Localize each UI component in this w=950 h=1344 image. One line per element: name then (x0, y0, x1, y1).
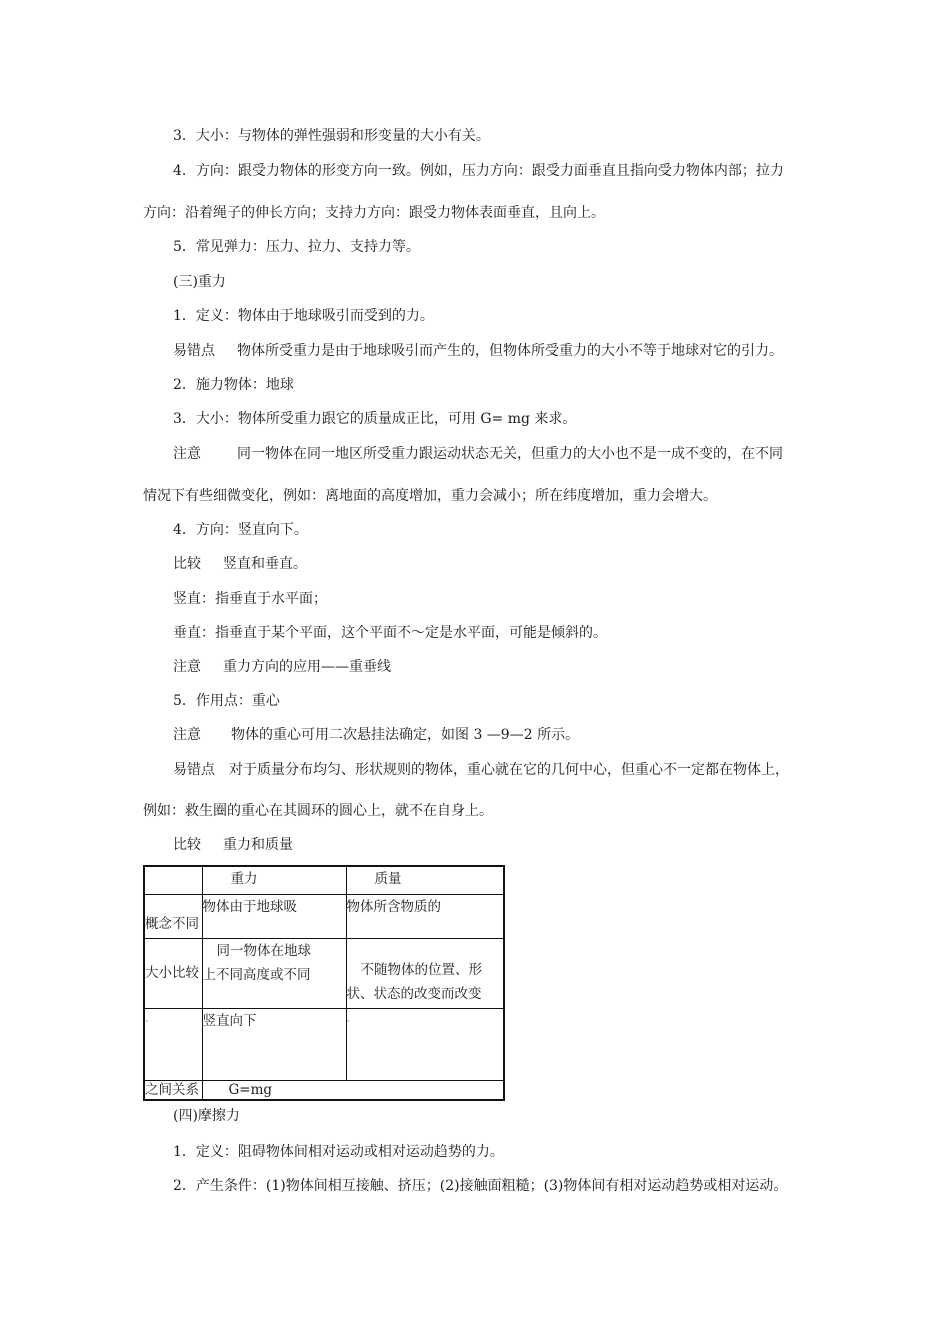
cell-gravity: 竖直向下 (202, 1008, 346, 1080)
note-text: 竖直和垂直。 (223, 556, 307, 572)
text-line: 5．常见弹力：压力、拉力、支持力等。 (173, 239, 420, 255)
note-text: 对于质量分布均匀、形状规则的物体，重心就在它的几何中心，但重心不一定都在物体上， (229, 762, 789, 778)
text-line (173, 761, 789, 779)
text-line (173, 836, 293, 854)
note-tag: 注意 (173, 659, 201, 675)
text-line: 2．施力物体：地球 (173, 377, 294, 393)
note-text: 同一物体在同一地区所受重力跟运动状态无关，但重力的大小也不是一成不变的，在不同 (237, 446, 783, 462)
note-tag: 比较 (173, 556, 201, 572)
text-line (173, 342, 783, 360)
table-header-row (144, 866, 504, 894)
table-row (144, 1080, 504, 1100)
table-row (144, 938, 504, 1008)
text-line: 4．方向：跟受力物体的形变方向一致。例如，压力方向：跟受力面垂直且指向受力物体内部；拉力 (173, 163, 784, 179)
row-label: 之间关系 (144, 1080, 202, 1100)
text-line: 2．产生条件：(1)物体间相互接触、挤压；(2)接触面粗糙；(3)物体间有相对运动趋势或相对运动。 (173, 1178, 788, 1194)
row-label: 概念不同 (144, 894, 202, 938)
note-tag: 易错点 (173, 343, 215, 359)
cell-relation: G=mg (202, 1080, 504, 1100)
note-tag: 比较 (173, 837, 201, 853)
note-text: 重力方向的应用——重垂线 (223, 659, 391, 675)
cell-mass: - (346, 1008, 504, 1080)
row-label: - (144, 1008, 202, 1080)
note-text: 重力和质量 (223, 837, 293, 853)
table-row (144, 1008, 504, 1080)
header-mass: 质量 (346, 866, 504, 894)
header-gravity: 重力 (202, 866, 346, 894)
cell-gravity (202, 938, 346, 1008)
text-line (173, 726, 579, 744)
text-line: 1．定义：物体由于地球吸引而受到的力。 (173, 308, 434, 324)
note-tag: 注意 (173, 727, 201, 743)
cell-line: 不随物体的位置、形 (360, 961, 482, 978)
text-line: 情况下有些细微变化，例如：离地面的高度增加，重力会减小；所在纬度增加，重力会增大。 (143, 488, 717, 504)
note-text: 物体所受重力是由于地球吸引而产生的，但物体所受重力的大小不等于地球对它的引力。 (237, 343, 783, 359)
cell-mass: 物体所含物质的 (346, 894, 504, 938)
header-cell (144, 866, 202, 894)
note-text: 物体的重心可用二次悬挂法确定，如图 3 —9—2 所示。 (231, 727, 580, 743)
text-line: 竖直：指垂直于水平面； (173, 591, 327, 607)
row-label: 大小比较 (144, 938, 202, 1008)
cell-line: 状、状态的改变而改变 (346, 985, 482, 1002)
note-tag: 易错点 (173, 762, 215, 778)
text-line: 1．定义：阻碍物体间相对运动或相对运动趋势的力。 (173, 1144, 504, 1160)
text-line (173, 555, 307, 573)
text-line (173, 445, 783, 463)
text-line: 例如：救生圈的重心在其圆环的圆心上，就不在自身上。 (143, 803, 493, 819)
text-line (173, 658, 391, 676)
section-heading: (四)摩擦力 (173, 1108, 240, 1124)
text-line: 3．大小：物体所受重力跟它的质量成正比，可用 G= mg 来求。 (173, 411, 577, 427)
text-line: 4．方向：竖直向下。 (173, 522, 308, 538)
text-line: 3．大小：与物体的弹性强弱和形变量的大小有关。 (173, 128, 490, 144)
cell-mass (346, 938, 504, 1008)
cell-gravity: 物体由于地球吸 (202, 894, 346, 938)
text-line: 方向：沿着绳子的伸长方向；支持力方向：跟受力物体表面垂直，且向上。 (143, 205, 605, 221)
cell-line: 上不同高度或不同 (202, 966, 311, 983)
cell-line: 同一物体在地球 (216, 942, 311, 959)
table-row (144, 894, 504, 938)
gravity-mass-comparison-table (143, 865, 505, 1101)
section-heading: (三)重力 (173, 274, 226, 290)
text-line: 垂直：指垂直于某个平面，这个平面不～定是水平面，可能是倾斜的。 (173, 625, 607, 641)
note-tag: 注意 (173, 446, 201, 462)
text-line: 5．作用点：重心 (173, 693, 280, 709)
